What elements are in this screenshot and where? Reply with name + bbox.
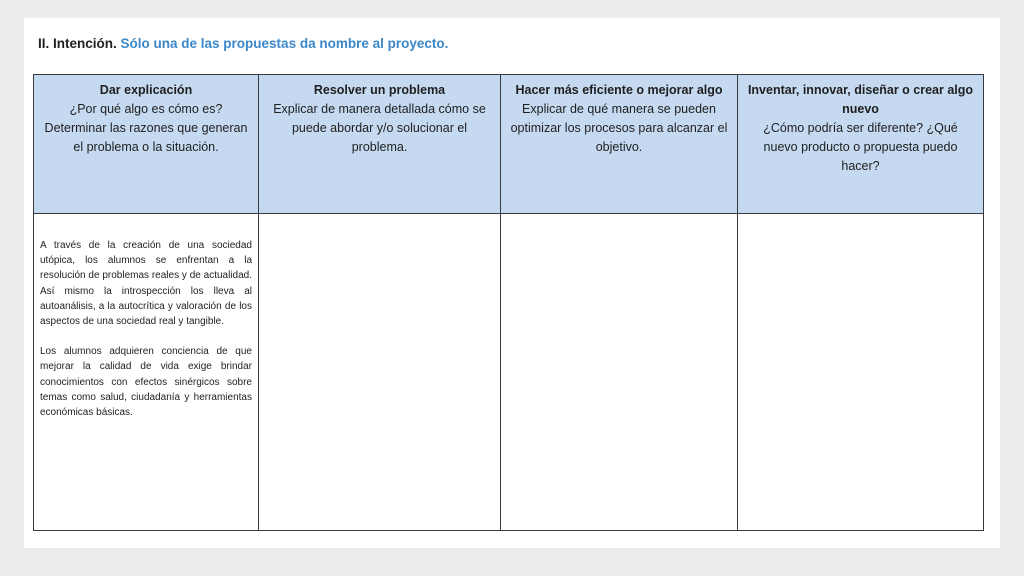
- table-cell-solve: [259, 214, 501, 531]
- section-heading: [38, 36, 448, 51]
- column-title: Inventar, innovar, diseñar o crear algo nuevo: [747, 83, 974, 116]
- column-description: Explicar de qué manera se pueden optimizar los procesos para alcanzar el objetivo.: [510, 102, 728, 154]
- column-title: Resolver un problema: [313, 83, 446, 97]
- table-row: [34, 214, 984, 531]
- section-heading-subtitle: Sólo una de las propuestas da nombre al proyecto.: [120, 36, 449, 51]
- header-row: [34, 75, 984, 214]
- column-title: Hacer más eficiente o mejorar algo: [515, 83, 723, 97]
- column-title: Dar explicación: [99, 83, 193, 97]
- column-header-explain: [34, 75, 259, 214]
- column-header-improve: [501, 75, 738, 214]
- table-cell-invent: [738, 214, 984, 531]
- section-heading-lead: II. Intención.: [38, 36, 117, 51]
- table-cell-explain: [34, 214, 259, 531]
- column-description: ¿Por qué algo es cómo es? Determinar las razones que generan el problema o la situación.: [44, 102, 248, 154]
- column-description: ¿Cómo podría ser diferente? ¿Qué nuevo producto o propuesta puedo hacer?: [763, 121, 958, 173]
- intention-table: [33, 74, 984, 531]
- column-description: Explicar de manera detallada cómo se puede abordar y/o solucionar el problema.: [273, 102, 486, 154]
- column-header-invent: [738, 75, 984, 214]
- cell-paragraph: Los alumnos adquieren conciencia de que mejorar la calidad de vida exige brindar conocimientos con efectos sinérgicos sobre temas como salud, ciudadanía y herramientas económicas básicas.: [40, 346, 252, 419]
- slide: [24, 18, 1000, 548]
- table-cell-improve: [501, 214, 738, 531]
- cell-paragraph: A través de la creación de una sociedad utópica, los alumnos se enfrentan a la resolución de problemas reales y de actualidad. Así mismo la introspección los lleva al autoanálisis, a la autocrítica y valoración de los aspectos de una sociedad real y tangible.: [40, 240, 252, 328]
- column-header-solve: [259, 75, 501, 214]
